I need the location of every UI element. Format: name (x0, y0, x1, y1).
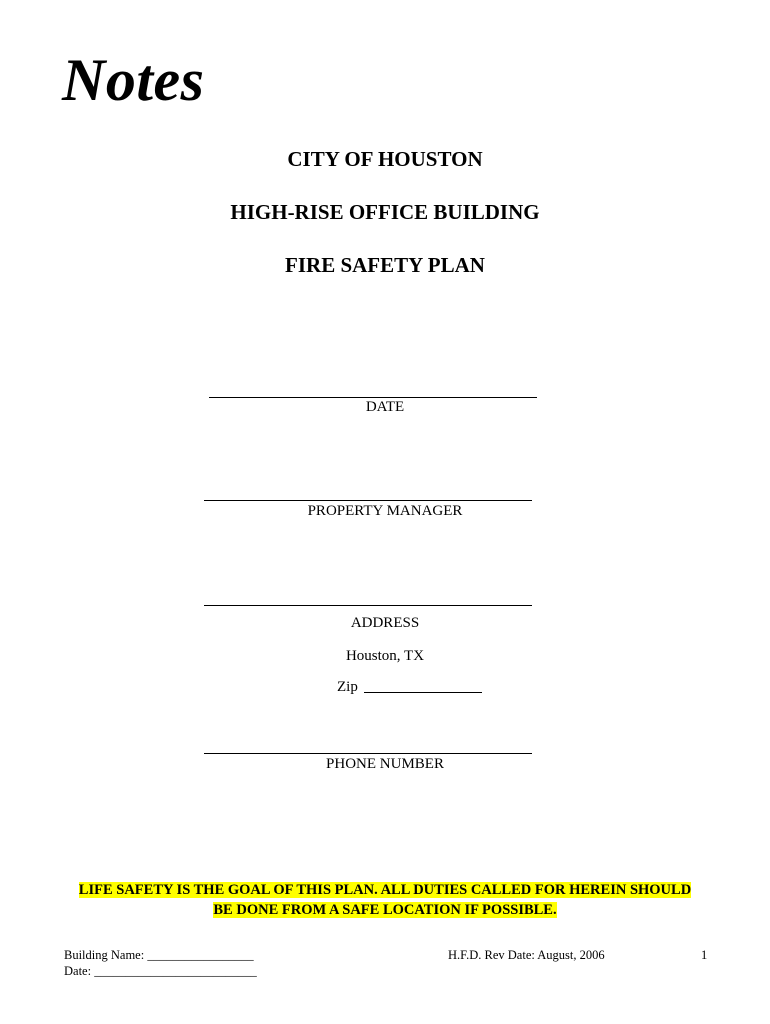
city-state-text: Houston, TX (345, 648, 425, 664)
zip-row (337, 680, 482, 695)
title-city: CITY OF HOUSTON (287, 147, 483, 171)
title-building-type: HIGH-RISE OFFICE BUILDING (230, 200, 540, 224)
property-manager-line[interactable] (204, 500, 532, 501)
footer-revision-date: H.F.D. Rev Date: August, 2006 (448, 948, 605, 962)
phone-line[interactable] (204, 753, 532, 754)
life-safety-warning (60, 880, 710, 920)
warning-line-1: LIFE SAFETY IS THE GOAL OF THIS PLAN. ALL DUTIES CALLED FOR HEREIN SHOULD (78, 882, 692, 898)
title-plan: FIRE SAFETY PLAN (285, 253, 485, 277)
notes-heading: Notes (62, 47, 205, 113)
footer-building-name: Building Name: _________________ (64, 948, 254, 962)
date-label: DATE (365, 399, 405, 415)
zip-label: Zip (337, 679, 358, 695)
footer-date: Date: __________________________ (64, 964, 257, 978)
address-line[interactable] (204, 605, 532, 606)
property-manager-label: PROPERTY MANAGER (307, 503, 463, 519)
warning-line-2: BE DONE FROM A SAFE LOCATION IF POSSIBLE. (213, 902, 557, 918)
zip-field-line[interactable] (364, 692, 482, 693)
address-label: ADDRESS (350, 615, 420, 631)
phone-label: PHONE NUMBER (326, 756, 444, 772)
page-number: 1 (701, 948, 708, 962)
date-signature-line[interactable] (209, 397, 537, 398)
